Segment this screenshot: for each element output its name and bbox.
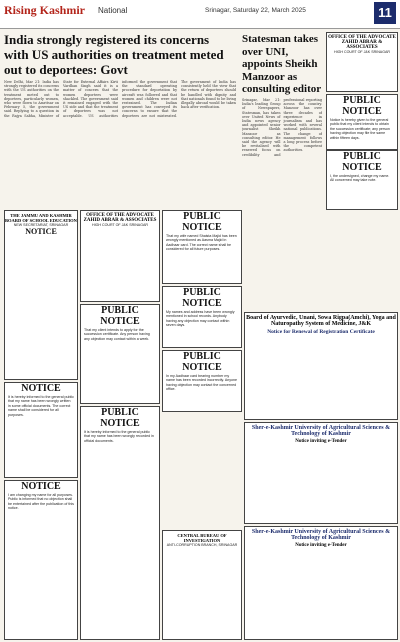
skuast-title-1: Sher-e-Kashmir University of Agricultural Sciences & Technology of Kashmir <box>251 425 391 437</box>
brand-logo: Rising Kashmir <box>4 3 86 17</box>
office-right-sub: HIGH COURT OF J&K SRINAGAR <box>334 50 390 54</box>
jk-board-notice <box>4 210 78 380</box>
board-unani-advert <box>244 312 398 420</box>
public-notice-mid-3-body: In my Aadhaar card bearing number my name has been recorded incorrectly. Anyone having objection may contact the concerned office. <box>166 374 238 392</box>
public-notice-mid-2-heading: PUBLIC NOTICE <box>182 287 222 309</box>
public-notice-mid-1 <box>162 210 242 284</box>
public-notice-long-body: It is hereby informed to the general public that my name has been wrongly recorded in official documents. <box>84 430 154 443</box>
public-notice-centre <box>80 304 160 404</box>
skuast-sub-2: Notice inviting e-Tender <box>295 543 347 548</box>
notice-left-2 <box>4 480 78 640</box>
notice-left-1-body: It is hereby informed to the general public that my name has been wrongly written in some official documents. The correct name shall be considered for all purposes. <box>8 395 74 417</box>
office-mid-advert <box>80 210 160 302</box>
public-notice-right-1-heading: PUBLIC NOTICE <box>342 95 382 117</box>
office-right-title: OFFICE OF THE ADVOCATE ZAHID ABRAR & ASSOCIATES <box>328 35 396 50</box>
public-notice-mid-3 <box>162 350 242 412</box>
public-notice-centre-heading: PUBLIC NOTICE <box>100 305 140 327</box>
public-notice-long-heading: PUBLIC NOTICE <box>100 407 140 429</box>
public-notice-right-2-body: I, the undersigned, change my name. All concerned may take note. <box>330 174 390 183</box>
notice-left-2-body: I am changing my name for all purposes. Public is informed that no objection shall be entertained after the publication of this notice. <box>8 493 74 511</box>
story1-body: New Delhi, Mar 21: India has strongly registered its concerns with the US authorities on the treatment meted out to deportees, particularly women, who were flown to Amritsar on February 5, the government said. Replying to a question in the Rajya Sabha, Minister of State for External Affairs Kirti Vardhan Singh said it is a matter of concern that the women deportees were shackled. The government said it remained engaged with the US side and that the treatment of deportees was not acceptable. US authorities informed the government that the standard operating procedure for deportation by aircraft was followed and that women and children were not restrained. The Indian government has conveyed its concerns to ensure that the deportees are not mistreated. The government of India has consistently held the view that the return of deportees should be handled with dignity and that nationals found to be living illegally abroad would be taken back after verification. <box>4 80 236 118</box>
jk-board-sub: NEW SECRETARIAT, SRINAGAR <box>13 223 69 227</box>
story2-headline: Statesman takes over UNI, appoints Sheikh Manzoor as consulting editor <box>242 33 322 95</box>
public-notice-right-1 <box>326 94 398 150</box>
story1-headline: India strongly registered its concerns with US authorities on treatment meted out to deportees: Govt <box>4 32 224 77</box>
date-line: Srinagar, Saturday 22, March 2025 <box>205 7 306 14</box>
public-notice-mid-2 <box>162 286 242 348</box>
skuast-tender-2 <box>244 526 398 640</box>
skuast-title-2: Sher-e-Kashmir University of Agricultural Sciences & Technology of Kashmir <box>251 529 391 541</box>
cbi-notice <box>162 530 242 640</box>
public-notice-right-2 <box>326 150 398 210</box>
notice-left-2-heading: NOTICE <box>21 481 61 492</box>
office-mid-sub: HIGH COURT OF J&K SRINAGAR <box>92 223 148 227</box>
public-notice-right-2-heading: PUBLIC NOTICE <box>342 151 382 173</box>
notice-left-1-heading: NOTICE <box>21 383 61 394</box>
public-notice-mid-1-body: That my wife named Shaista Majid has been wrongly mentioned as Aasma Majid in Aadhaar card. The correct name shall be considered for all future purposes. <box>166 234 237 252</box>
board-unani-title: Board of Ayurvedic, Unani, Sowa Rigpa(Amchi), Yoga and Naturopathy System of Medicine, J&K <box>246 315 396 327</box>
jk-board-title: THE JAMMU AND KASHMIR BOARD OF SCHOOL EDUCATION <box>5 213 77 223</box>
public-notice-mid-2-body: My names and address have been wrongly mentioned in school records. Anybody having any objection may contact within seven days. <box>166 310 235 328</box>
cbi-sub: ANTI-CORRUPTION BRANCH, SRINAGAR <box>166 543 238 547</box>
public-notice-mid-3-heading: PUBLIC NOTICE <box>182 351 222 373</box>
office-right-advert <box>326 32 398 92</box>
public-notice-right-1-body: Notice is hereby given to the general public that my client intends to obtain the succession certificate; any person having objection may file the same within fifteen days. <box>330 118 390 140</box>
page-number: 11 <box>374 2 396 24</box>
story2-body: Srinagar, Mar 21: India's leading Group of Newspapers, Statesman, has taken over United News of India news agency and appointed senior journalist Sheikh Manzoor as consulting editor. He said the agency will be revitalised with renewed focus on credibility and professional reporting across the country. Manzoor has over three decades of experience in journalism and has worked with several national publications. The change of management follows a long process before the competent authorities. <box>242 98 322 157</box>
masthead <box>0 0 400 29</box>
skuast-tender-1 <box>244 422 398 524</box>
cbi-title: CENTRAL BUREAU OF INVESTIGATION <box>177 533 227 543</box>
public-notice-centre-body: That my client intends to apply for the succession certificate. Any person having any objection may contact within a week. <box>84 328 150 341</box>
notice-left-1 <box>4 382 78 478</box>
section-label: National <box>98 6 128 15</box>
public-notice-long <box>80 406 160 640</box>
skuast-sub-1: Notice inviting e-Tender <box>295 439 347 444</box>
jk-board-heading: NOTICE <box>25 227 57 237</box>
public-notice-mid-1-heading: PUBLIC NOTICE <box>182 211 222 233</box>
office-mid-title: OFFICE OF THE ADVOCATE ZAHID ABRAR & ASSOCIATES <box>83 213 157 223</box>
board-unani-heading: Notice for Renewal of Registration Certificate <box>267 329 375 335</box>
